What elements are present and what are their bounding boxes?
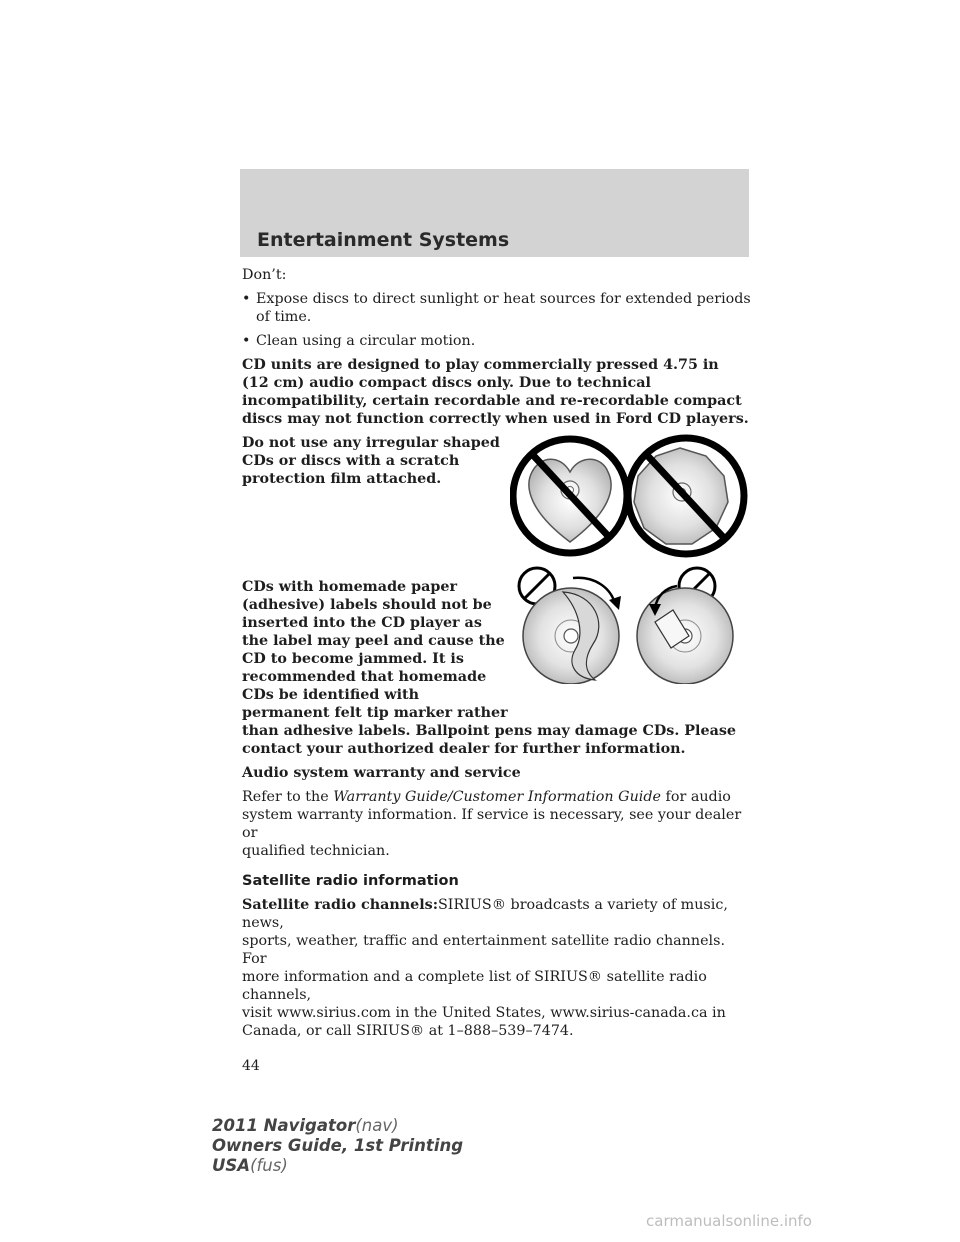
- irregular-disc-warning: Do not use any irregular shaped CDs or discs with a scratch protection film attached.: [242, 435, 500, 487]
- heart-disc-prohibited-icon: [513, 439, 627, 553]
- adhesive-label-figure: [515, 564, 747, 684]
- bullet-icon: •: [242, 291, 251, 307]
- adhesive-label-disc-icon: [637, 568, 733, 684]
- bullet-icon: •: [242, 333, 251, 349]
- page-number: 44: [242, 1058, 260, 1074]
- peeling-label-disc-icon: [519, 568, 621, 684]
- section-header-band: [240, 169, 749, 257]
- dont-label: Don’t:: [242, 267, 287, 283]
- label-warning: CDs with homemade paper (adhesive) labels should not be inserted into the CD player as the label may peel and cause the CD to become jammed. It is recommended that homemade CDs be identified with permanent felt tip marker rather than adhesive labels. Ballpoint pens may damage CDs. Please contact your authorized dealer for further information.: [242, 579, 736, 757]
- watermark: carmanualsonline.info: [646, 1212, 812, 1230]
- satellite-text: Satellite radio channels:SIRIUS® broadcasts a variety of music, news, sports, weather, traffic and entertainment satellite radio channels. For more information and a complete list of SIRIUS® satellite radio channels, visit www.sirius.com in the United States, www.sirius-canada.ca in Canada, or call SIRIUS® at 1–888–539–7474.: [242, 897, 728, 1039]
- warranty-text: Refer to the Warranty Guide/Customer Information Guide for audio system warranty information. If service is necessary, see your dealer or qualified technician.: [242, 789, 742, 859]
- irregular-disc-figure: [510, 432, 750, 560]
- bullet-item: • Clean using a circular motion.: [242, 333, 476, 349]
- warranty-heading: Audio system warranty and service: [242, 765, 521, 781]
- cd-notice: CD units are designed to play commercially pressed 4.75 in (12 cm) audio compact discs only. Due to technical incompatibility, certain recordable and re-recordable compact discs may not function correctly when used in Ford CD players.: [242, 357, 749, 427]
- document-footer: 2011 Navigator(nav) Owners Guide, 1st Printing USA(fus): [212, 1116, 464, 1175]
- satellite-heading: Satellite radio information: [242, 873, 459, 889]
- section-title: Entertainment Systems: [257, 229, 510, 251]
- octagon-disc-prohibited-icon: [628, 438, 744, 554]
- bullet-item: • Expose discs to direct sunlight or heat sources for extended periods of time.: [242, 291, 751, 325]
